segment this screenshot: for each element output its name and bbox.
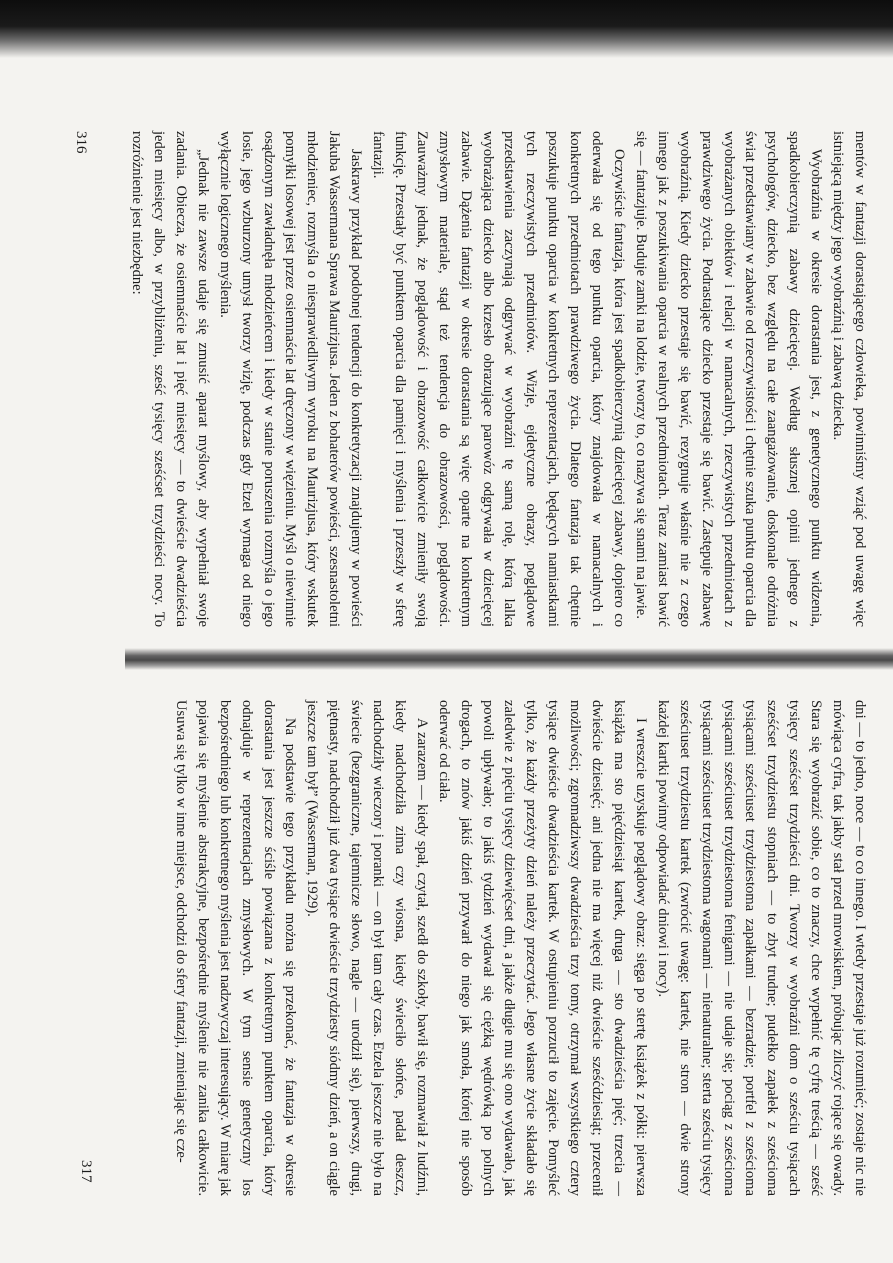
paragraph: Wyobraźnia w okresie dorastania jest, z genetycznego punktu widzenia, spadkobierczynią zabawy dziecięcej. Według słusznej opinii jednego z psychologów, dziecko, bez względu na całe zaangażowanie, doskonale odróżnia świat przedstawiany w zabawie od rzeczywistości i chętnie szuka punktu oparcia dla wyobrażanych obiektów i relacji w namacalnych, rzeczywistych przedmiotach z prawdziwego życia. Podrastające dziecko przestaje się bawić. Zastępuje zabawę wyobraźnią. Kiedy dziecko przestaje się bawić, rezygnuje właśnie nie z czego innego jak z poszukiwania oparcia w realnych przedmiotach. Teraz zamiast bawić się — fantazjuje. Buduje zamki na lodzie, tworzy to, co nazywa się snami na jawie. — [632, 131, 825, 627]
paragraph: dni — to jedno, noce — to co innego. I wtedy przestaje już rozumieć; zostaje nic nie mówiąca cyfra, tak jakby stał przed mrowiskiem, próbując zliczyć rojące się owady. Stara się wyobrazić sobie, co to znaczy, chce wypełnić tę cyfrę treścią — sześć tysięcy sześćset trzydzieści dni. Tworzy w wyobraźni dom o sześciu tysiącach sześćset trzydziestu stopniach — to zbyt trudne; pudełko zapałek z sześcioma tysiącami sześciuset trzydziestoma zapałkami — bezradzie; portfel z sześcioma tysiącami sześciuset trzydziestoma fenigami — nie udaje się; pociąg z sześcioma tysiącami sześciuset trzydziestoma wagonami — nienaturalne; sterta sześciu tysięcy sześciuset trzydziestu kartek (zwrócić uwagę: kartek, nie stron — dwie strony każdej kartki powinny odpowiadać dniowi i nocy). — [654, 700, 868, 1196]
page-number-left: 316 — [73, 131, 89, 154]
scan-shadow-top — [0, 0, 893, 58]
paragraph: mentów w fantazji dorastającego człowieka, powinniśmy wziąć pod uwagę więc istniejącą między jego wyobraźnią i zabawą dziecka. — [830, 131, 868, 627]
left-page-text — [125, 131, 870, 627]
paragraph: I wreszcie uzyskuje poglądowy obraz: sięga po stertę książek z półki: pierwsza książka ma sto pięćdziesiąt kartek, druga — sto dwadzieścia pięć; trzecia — dwieście dziesięć; ani jedna nie ma więcej niż dwieście sześćdziesiąt; przecenił możliwości; zgromadziwszy dwadzieścia trzy tomy, otrzymał wszystkiego cztery tysiące dwieście dwadzieścia kartek. W ostupieniu porzucił to zajęcie. Pomyśleć tylko, że każdy przeżyty dzień należy przeczytać. Jego własne życie składało się zaledwie z pięciu tysięcy dziewięćset dni, a jakże długie mu się ono wydawało, jak powoli upływało; to jakiś tydzień wydawał się ciężką wędrówką po polnych drogach, to znów jakiś dzień przywarł do niego jak smoła, której nie sposób oderwać od ciała. — [435, 700, 649, 1196]
paragraph: „Jednak nie zawsze udaje się zmusić aparat myślowy, aby wypełniał swoje zadania. Obiecza, że osiemnaście lat i pięć miesięcy — to dwieście dwadzieścia jeden miesięcy albo, w przybliżeniu, sześć tysięcy sześćset trzydzieści nocy. To rozróżnienie jest niezbędne: — [129, 131, 211, 627]
right-page-text — [169, 700, 870, 1196]
paragraph: Oczywiście fantazja, która jest spadkobierczynią dziecięcej zabawy, dopiero co oderwała się od tego punktu oparcia, który znajdowała w namacalnych i konkretnych przedmiotach prawdziwego życia. Dlatego fantazja tak chętnie poszukuje punktu oparcia w konkretnych reprezentacjach, będących namiastkami tych rzeczywistych przedmiotów. Wizje, ejdetyczne obrazy, poglądowe przedstawienia zaczynają odgrywać w wyobraźni tę samą rolę, którą lalka wyobrażająca dziecko albo krzesło obrazujące parowóz odgrywała w dziecięcej zabawie. Dążenia fantazji w okresie dorastania są więc oparte na konkretnym zmysłowym materiale, stąd też tendencja do obrazowości, poglądowości. Zauważmy jednak, że poglądowość i obrazowość całkowicie zmieniły swoją funkcję. Przestały być punktem oparcia dla pamięci i myślenia i przeszły w sferę fantazji. — [370, 131, 628, 627]
paragraph: Jaskrawy przykład podobnej tendencji do konkretyzacji znajdujemy w powieści Jakuba Wassermana Sprawa Maurizjusa. Jeden z bohaterów powieści, szesnastoletni młodzieniec, rozmyśla o niesprawiedliwym wyroku na Maurizjusa, który wskutek pomyłki losowej jest przez osiemnaście lat dręczony w więzieniu. Myśl o niewinnie osądzonym zawładnęła młodzieńcem i kiedy w stanie poruszenia rozmyśla o jego losie, jego wzburzony umysł tworzy wizję, podczas gdy Etzel wymaga od niego wyłącznie logicznego myślenia. — [216, 131, 365, 627]
page-number-right: 317 — [78, 1160, 94, 1183]
paragraph: A zarazem — kiedy spał, czytał, szedł do szkoły, bawił się, rozmawiał z ludźmi, kiedy nadchodziła zima czy wiosna, kiedy świeciło słońce, padał deszcz, nadchodziły wieczory i poranki — on był tam cały czas. Etzela jeszcze nie było na świecie (bezgraniczne, tajemnicze słowo, nagle — urodził się), pierwszy, drugi, piętnasty, nadchodził już dwa tysiące dwieście trzydziesty siódmy dzień, a on ciągle jeszcze tam był” (Wasserman, 1929). — [304, 700, 430, 1196]
paragraph: Na podstawie tego przykładu można się przekonać, że fantazja w okresie dorastania jest jeszcze ściśle powiązana z konkretnym punktem oparcia, który odnajduje w reprezentacjach zmysłowych. W tym sensie genetyczny los bezpośredniego lub konkretnego myślenia jest nadzwyczaj interesujący. W miarę jak pojawia się myślenie abstrakcyjne, bezpośrednie myślenie nie zanika całkowicie. Usuwa się tylko w inne miejsce, odchodzi do sfery fantazji, zmieniając się cze- — [172, 700, 299, 1196]
scan-shadow-gutter — [125, 648, 893, 670]
